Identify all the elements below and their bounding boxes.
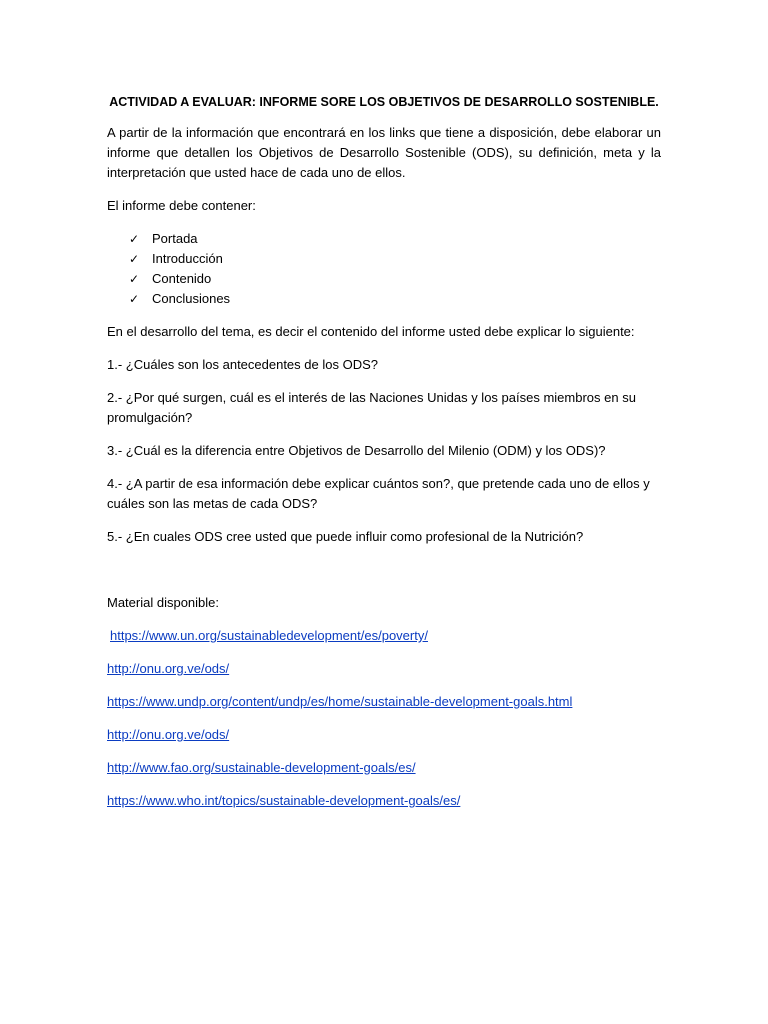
- contents-checklist: [107, 229, 661, 309]
- intro-paragraph: A partir de la información que encontrará en los links que tiene a disposición, debe elaborar un informe que detallen los Objetivos de Desarrollo Sostenible (ODS), su definición, meta y la interpretación que usted hace de cada uno de ellos.: [107, 125, 661, 180]
- checklist-item-label: Portada: [152, 231, 198, 246]
- checklist-item-label: Contenido: [152, 271, 212, 286]
- checklist-item-label: Introducción: [152, 251, 223, 266]
- checkmark-icon: ✓: [129, 272, 140, 286]
- checklist-item: [107, 269, 661, 289]
- development-intro: En el desarrollo del tema, es decir el contenido del informe usted debe explicar lo siguiente:: [107, 324, 635, 339]
- link-who-sdg[interactable]: https://www.who.int/topics/sustainable-development-goals/es/: [107, 793, 461, 808]
- link-undp-sdg[interactable]: https://www.undp.org/content/undp/es/home/sustainable-development-goals.html: [107, 694, 573, 709]
- question-3: 3.- ¿Cuál es la diferencia entre Objetivos de Desarrollo del Milenio (ODM) y los ODS)?: [107, 443, 606, 458]
- question-1: 1.- ¿Cuáles son los antecedentes de los ODS?: [107, 357, 378, 372]
- checklist-item: [107, 229, 661, 249]
- blank-line: [107, 560, 661, 593]
- checkmark-icon: ✓: [129, 292, 140, 306]
- question-4: 4.- ¿A partir de esa información debe explicar cuántos son?, que pretende cada uno de ellos y cuáles son las metas de cada ODS?: [107, 476, 650, 511]
- document-page: [107, 92, 661, 824]
- document-title: ACTIVIDAD A EVALUAR: INFORME SORE LOS OBJETIVOS DE DESARROLLO SOSTENIBLE.: [109, 95, 659, 109]
- checkmark-icon: ✓: [129, 232, 140, 246]
- link-onu-ods-2[interactable]: http://onu.org.ve/ods/: [107, 727, 230, 742]
- link-un-poverty[interactable]: https://www.un.org/sustainabledevelopment/es/poverty/: [110, 628, 428, 643]
- checklist-item: [107, 289, 661, 309]
- link-onu-ods[interactable]: http://onu.org.ve/ods/: [107, 661, 230, 676]
- link-fao-sdg[interactable]: http://www.fao.org/sustainable-development-goals/es/: [107, 760, 416, 775]
- question-2: 2.- ¿Por qué surgen, cuál es el interés de las Naciones Unidas y los países miembros en su promulgación?: [107, 390, 636, 425]
- checklist-item-label: Conclusiones: [152, 291, 231, 306]
- checkmark-icon: ✓: [129, 252, 140, 266]
- checklist-item: [107, 249, 661, 269]
- material-label: Material disponible:: [107, 595, 220, 610]
- contents-label: El informe debe contener:: [107, 198, 256, 213]
- question-5: 5.- ¿En cuales ODS cree usted que puede influir como profesional de la Nutrición?: [107, 529, 584, 544]
